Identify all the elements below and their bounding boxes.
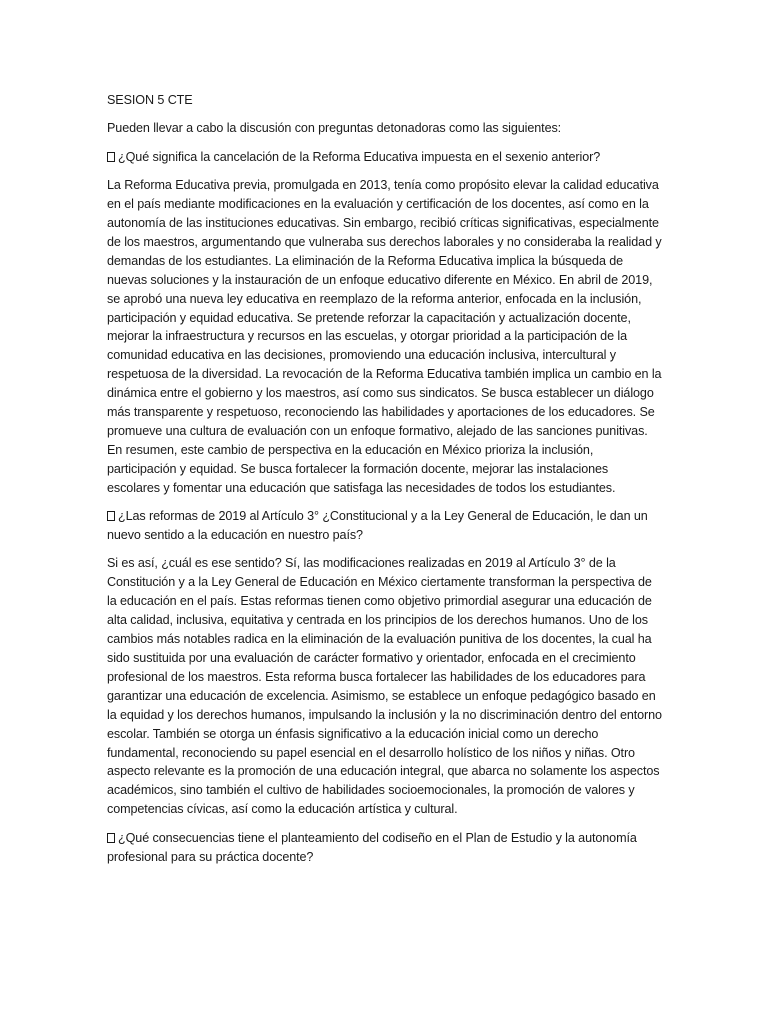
document-title: SESION 5 CTE bbox=[107, 93, 193, 107]
question-1-text: ¿Qué significa la cancelación de la Reforma Educativa impuesta en el sexenio anterior? bbox=[118, 149, 601, 164]
missing-glyph-icon bbox=[107, 152, 115, 162]
answer-1-paragraph: La Reforma Educativa previa, promulgada en 2013, tenía como propósito elevar la calidad educativa en el país mediante modificaciones en la evaluación y certificación de los docentes, así como en la autonomía de las instituciones educativas. Sin embargo, recibió críticas significativas, especialmente de los maestros, argumentando que vulneraba sus derechos laborales y no consideraba la realidad y demandas de los estudiantes. La eliminación de la Reforma Educativa implica la búsqueda de nuevas soluciones y la instauración de un enfoque educativo diferente en México. En abril de 2019, se aprobó una nueva ley educativa en reemplazo de la reforma anterior, enfocada en la inclusión, participación y equidad educativa. Se pretende reforzar la capacitación y actualización docente, mejorar la infraestructura y recursos en las escuelas, y otorgar prioridad a la participación de la comunidad educativa en las decisiones, promoviendo una educación inclusiva, intercultural y respetuosa de la diversidad. La revocación de la Reforma Educativa también implica un cambio en la dinámica entre el gobierno y los maestros, así como sus sindicatos. Se busca establecer un diálogo más transparente y respetuoso, reconociendo las habilidades y aportaciones de los educadores. Se promueve una cultura de evaluación con un enfoque formativo, alejado de las sanciones punitivas. En resumen, este cambio de perspectiva en la educación en México prioriza la inclusión, participación y equidad. Se busca fortalecer la formación docente, mejorar las instalaciones escolares y fomentar una educación que satisfaga las necesidades de todos los estudiantes. bbox=[107, 178, 662, 495]
intro-paragraph: Pueden llevar a cabo la discusión con preguntas detonadoras como las siguientes: bbox=[107, 121, 562, 136]
document-body bbox=[107, 91, 662, 876]
question-3 bbox=[107, 829, 662, 867]
question-1 bbox=[107, 148, 662, 167]
question-2 bbox=[107, 507, 662, 545]
question-3-text: ¿Qué consecuencias tiene el planteamiento del codiseño en el Plan de Estudio y la autonomía profesional para su práctica docente? bbox=[107, 830, 637, 864]
missing-glyph-icon bbox=[107, 833, 115, 843]
answer-2-paragraph: Si es así, ¿cuál es ese sentido? Sí, las modificaciones realizadas en 2019 al Artículo 3° de la Constitución y a la Ley General de Educación en México ciertamente transforman la perspectiva de la educación en el país. Estas reformas tienen como objetivo primordial asegurar una educación de alta calidad, inclusiva, equitativa y centrada en los principios de los derechos humanos. Uno de los cambios más notables radica en la eliminación de la evaluación punitiva de los docentes, la cual ha sido sustituida por una evaluación de carácter formativo y orientador, enfocada en el crecimiento profesional de los maestros. Esta reforma busca fortalecer las habilidades de los educadores para garantizar una educación de excelencia. Asimismo, se establece un enfoque pedagógico basado en la equidad y los derechos humanos, impulsando la inclusión y la no discriminación dentro del entorno escolar. También se otorga un énfasis significativo a la educación inicial como un derecho fundamental, reconociendo su papel esencial en el desarrollo holístico de los niños y niñas. Otro aspecto relevante es la promoción de una educación integral, que abarca no solamente los aspectos académicos, sino también el cultivo de habilidades socioemocionales, la promoción de valores y competencias cívicas, así como la educación artística y cultural. bbox=[107, 556, 662, 817]
missing-glyph-icon bbox=[107, 511, 115, 521]
question-2-text: ¿Las reformas de 2019 al Artículo 3° ¿Constitucional y a la Ley General de Educación, le dan un nuevo sentido a la educación en nuestro país? bbox=[107, 509, 648, 543]
